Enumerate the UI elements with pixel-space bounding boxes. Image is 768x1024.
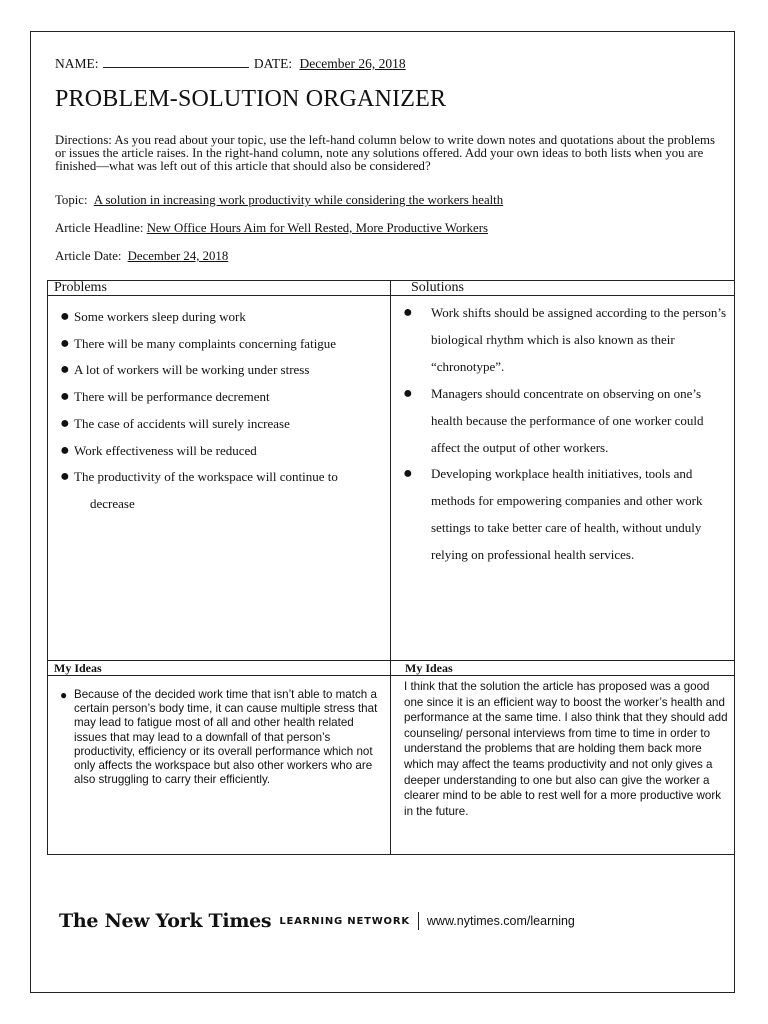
bullet-icon: ● bbox=[403, 384, 413, 402]
footer bbox=[59, 910, 575, 932]
bullet-icon: ● bbox=[60, 414, 70, 432]
article-date-value: December 24, 2018 bbox=[127, 249, 229, 263]
topic-line bbox=[55, 193, 503, 208]
bullet-icon: ● bbox=[403, 465, 413, 483]
problems-header: Problems bbox=[48, 281, 391, 296]
list-item: ● The productivity of the workspace will continue to decrease bbox=[60, 464, 390, 517]
bullet-icon: ● bbox=[60, 361, 70, 379]
article-date-line bbox=[55, 249, 228, 264]
list-item: ● The case of accidents will surely increase bbox=[60, 411, 390, 438]
topic-value: A solution in increasing work productivity while considering the workers health bbox=[93, 193, 504, 207]
directions-text: Directions: As you read about your topic, use the left-hand column below to write down notes and quotations about the problems or issues the article raises. In the right-hand column, note any solutions offered. Add your own ideas to both lists when you are finished—what was left out of this article that should also be considered? bbox=[55, 133, 715, 173]
solutions-cell bbox=[391, 296, 735, 661]
name-date-line bbox=[55, 56, 406, 72]
headline-label: Article Headline: bbox=[55, 221, 144, 235]
headline-value: New Office Hours Aim for Well Rested, More Productive Workers bbox=[146, 221, 488, 235]
footer-divider bbox=[418, 912, 419, 930]
my-ideas-right-header: My Ideas bbox=[391, 661, 735, 676]
bullet-icon: ● bbox=[60, 441, 70, 459]
list-item: ● Developing workplace health initiatives, tools and methods for empowering companies and other work settings to take better care of health, without unduly relying on professional health services. bbox=[403, 461, 734, 569]
list-item: ● Work shifts should be assigned according to the person’s biological rhythm which is also known as their “chronotype”. bbox=[403, 300, 734, 381]
nyt-logo: The New York Times bbox=[59, 910, 272, 932]
bullet-icon: ● bbox=[60, 308, 70, 325]
problems-list bbox=[60, 304, 390, 518]
name-label: NAME: bbox=[55, 56, 99, 71]
list-item: ● Some workers sleep during work bbox=[60, 304, 390, 331]
my-ideas-right-cell: I think that the solution the article has proposed was a good one since it is an efficient way to boost the worker’s health and performance at the same time. I also think that they should add counseling/ personal interviews from time to time in order to understand the problems that are holding them back more which may affect the teams productivity and not only gives a deeper understanding to one but also can give the worker a clearer mind to be able to rest well for a more productive work in the future. bbox=[391, 676, 735, 855]
page-title: PROBLEM-SOLUTION ORGANIZER bbox=[55, 86, 447, 112]
list-item: ● There will be performance decrement bbox=[60, 384, 390, 411]
name-blank bbox=[103, 66, 249, 68]
bullet-icon: ● bbox=[60, 334, 70, 352]
learning-network-label: LEARNING NETWORK bbox=[279, 915, 410, 927]
list-item: ● Managers should concentrate on observing on one’s health because the performance of one worker could affect the output of other workers. bbox=[403, 381, 734, 462]
topic-label: Topic: bbox=[55, 193, 88, 207]
my-ideas-left-cell bbox=[48, 676, 391, 855]
date-value: December 26, 2018 bbox=[299, 56, 406, 71]
solutions-list bbox=[403, 300, 734, 569]
solutions-header: Solutions bbox=[391, 281, 735, 296]
list-item: ● Work effectiveness will be reduced bbox=[60, 438, 390, 465]
my-ideas-left-header: My Ideas bbox=[48, 661, 391, 676]
headline-line bbox=[55, 221, 488, 236]
article-date-label: Article Date: bbox=[55, 249, 122, 263]
footer-url: www.nytimes.com/learning bbox=[426, 914, 575, 928]
bullet-icon: ● bbox=[60, 468, 70, 486]
problems-cell bbox=[48, 296, 391, 661]
date-label: DATE: bbox=[253, 56, 293, 71]
bullet-icon: ● bbox=[60, 688, 68, 702]
list-item: ● There will be many complaints concerning fatigue bbox=[60, 331, 390, 358]
worksheet-page bbox=[30, 31, 735, 993]
organizer-table bbox=[47, 280, 735, 855]
bullet-icon: ● bbox=[60, 388, 70, 406]
list-item: ● Because of the decided work time that isn’t able to match a certain person’s body time, it can cause multiple stress that may lead to fatigue most of all and other health related issues that may lead to a downfall of that person’s productivity, efficiency or its overall performance which not only affects the workspace but also other workers who are also struggling to carry their efficiently. bbox=[60, 688, 378, 787]
list-item: ● A lot of workers will be working under stress bbox=[60, 357, 390, 384]
bullet-icon: ● bbox=[403, 304, 413, 321]
